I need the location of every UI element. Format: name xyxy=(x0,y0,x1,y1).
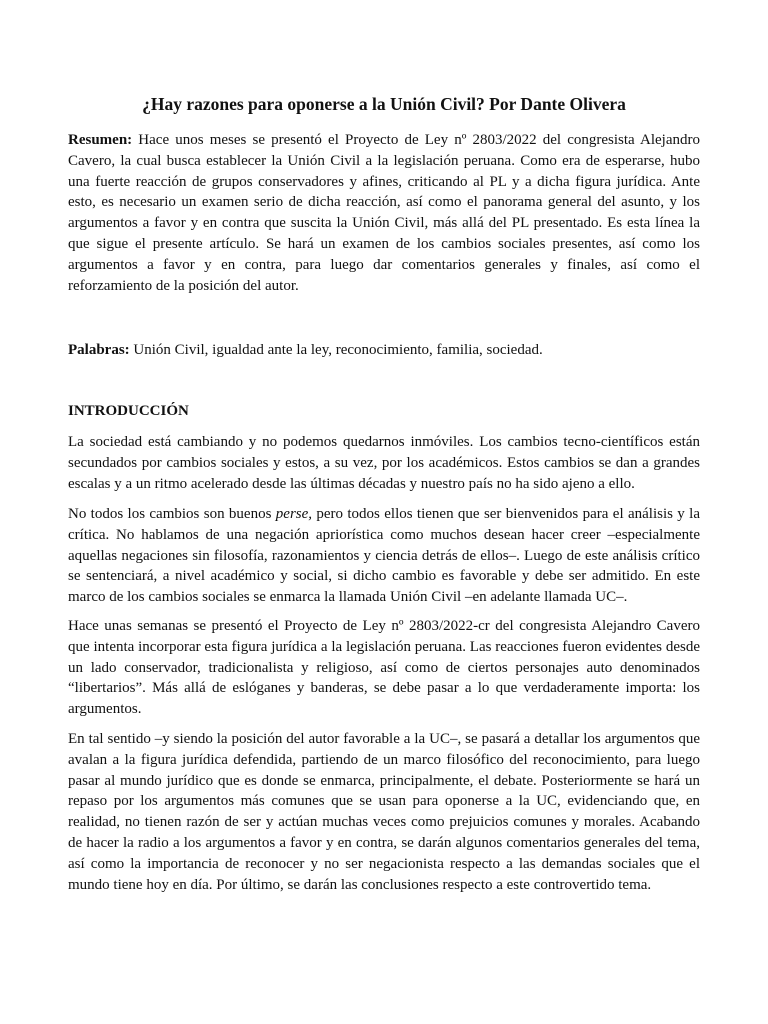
keywords-label: Palabras: xyxy=(68,342,130,358)
intro-paragraph-2-italic: perse, xyxy=(275,506,313,522)
intro-paragraph-2 xyxy=(68,504,700,608)
abstract-paragraph xyxy=(68,130,700,296)
keywords-paragraph xyxy=(68,340,700,361)
intro-paragraph-1: La sociedad está cambiando y no podemos quedarnos inmóviles. Los cambios tecno-científicos están secundados por cambios sociales y estos, a su vez, por los académicos. Estos cambios se dan a grandes escalas y a un ritmo acelerado desde las últimas décadas y nuestro país no ha sido ajeno a ello. xyxy=(68,434,700,492)
intro-paragraph-4: En tal sentido –y siendo la posición del autor favorable a la UC–, se pasará a detallar los argumentos que avalan a la figura jurídica defendida, partiendo de un marco filosófico del reconocimiento, para luego pasar al mundo jurídico que es donde se enmarca, principalmente, el debate. Posteriormente se hará un repaso por los argumentos más comunes que se usan para oponerse a la UC, evidenciando que, en realidad, no tienen razón de ser y actúan muchas veces como prejuicios comunes y morales. Acabando de hacer la radio a los argumentos a favor y en contra, se darán algunos comentarios generales del tema, así como la importancia de reconocer y no ser negacionista respecto a las demandas sociales que el mundo tiene hoy en día. Por último, se darán las conclusiones respecto a este controvertido tema. xyxy=(68,731,700,893)
document-title: ¿Hay razones para oponerse a la Unión Civil? Por Dante Olivera xyxy=(142,94,626,114)
abstract-label: Resumen: xyxy=(68,132,133,148)
keywords-text: Unión Civil, igualdad ante la ley, reconocimiento, familia, sociedad. xyxy=(129,342,543,358)
intro-paragraph-3: Hace unas semanas se presentó el Proyecto de Ley nº 2803/2022-cr del congresista Alejandro Cavero que intenta incorporar esta figura jurídica a la legislación peruana. Las reacciones fueron evidentes desde un lado conservador, tradicionalista y religioso, así como de ciertos personajes auto denominados “libertarios”. Más allá de eslóganes y banderas, se debe pasar a lo que verdaderamente importa: los argumentos. xyxy=(68,618,700,718)
intro-paragraph-2-rest: pero todos ellos tienen que ser bienvenidos para el análisis y la crítica. No hablamos de una negación apriorística como muchos desean hacer creer –especialmente aquellas negaciones sin filosofía, razonamientos y ciencia detrás de ellos–. Luego de este análisis crítico se sentenciará, a nivel académico y social, si dicho cambio es favorable y debe ser admitido. En este marco de los cambios sociales se enmarca la llamada Unión Civil –en adelante llamada UC–. xyxy=(68,506,700,606)
intro-paragraph-2-start: No todos los cambios son buenos xyxy=(68,506,276,522)
document-page xyxy=(68,0,700,1024)
section-heading-introduccion: INTRODUCCIÓN xyxy=(68,403,189,419)
abstract-text: Hace unos meses se presentó el Proyecto de Ley nº 2803/2022 del congresista Alejandro Cavero, la cual busca establecer la Unión Civil a la legislación peruana. Como era de esperarse, hubo una fuerte reacción de grupos conservadores y afines, criticando al PL y a dicha figura jurídica. Ante esto, es necesario un examen serio de dicha reacción, así como el panorama general del asunto, y los argumentos a favor y en contra que suscita la Unión Civil, más allá del PL presentado. Es esta línea la que sigue el presente artículo. Se hará un examen de los cambios sociales presentes, así como los argumentos a favor y en contra, para luego dar comentarios generales y finales, así como el reforzamiento de la posición del autor. xyxy=(68,132,700,294)
